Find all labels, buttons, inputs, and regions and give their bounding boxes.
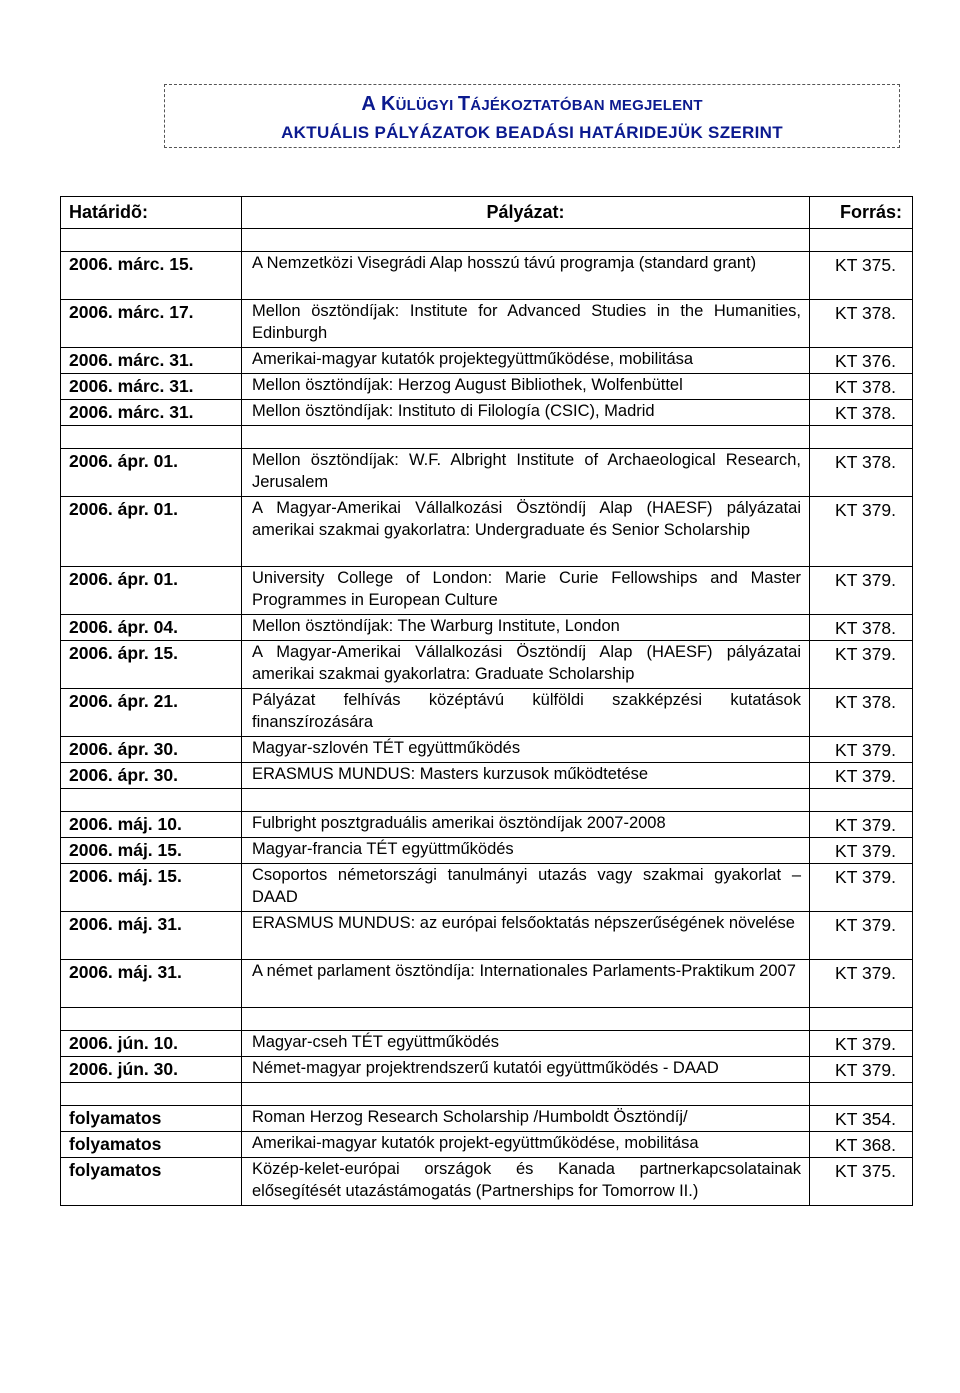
- title-line-1: A KÜLÜGYI TÁJÉKOZTATÓBAN MEGJELENT: [361, 93, 703, 115]
- table-row: [61, 1106, 913, 1132]
- table-row: [61, 252, 913, 300]
- row-date: 2006. jún. 30.: [61, 1057, 242, 1083]
- row-call: A Nemzetközi Visegrádi Alap hosszú távú programja (standard grant): [242, 252, 810, 300]
- row-date: 2006. máj. 31.: [61, 912, 242, 960]
- spacer-row: [61, 789, 913, 812]
- spacer-row: [61, 1083, 913, 1106]
- row-call: Mellon ösztöndíjak: Instituto di Filología (CSIC), Madrid: [242, 400, 810, 426]
- row-date: 2006. máj. 15.: [61, 838, 242, 864]
- row-call: A Magyar-Amerikai Vállalkozási Ösztöndíj Alap (HAESF) pályázatai amerikai szakmai gyakorlatra: Graduate Scholarship: [242, 641, 810, 689]
- table-header: [61, 197, 913, 229]
- row-call: Magyar-francia TÉT együttműködés: [242, 838, 810, 864]
- row-date: 2006. márc. 31.: [61, 348, 242, 374]
- row-source: KT 379.: [810, 737, 913, 763]
- table-row: [61, 1132, 913, 1158]
- title-line-2: AKTUÁLIS PÁLYÁZATOK BEADÁSI HATÁRIDEJÜK SZERINT: [281, 123, 783, 142]
- table-row: [61, 864, 913, 912]
- row-source: KT 375.: [810, 252, 913, 300]
- row-call: Amerikai-magyar kutatók projekt-együttműködése, mobilitása: [242, 1132, 810, 1158]
- table-row: [61, 300, 913, 348]
- table-row: [61, 567, 913, 615]
- table-row: [61, 1031, 913, 1057]
- row-call: Mellon ösztöndíjak: Institute for Advanced Studies in the Humanities, Edinburgh: [242, 300, 810, 348]
- row-call: Mellon ösztöndíjak: Herzog August Bibliothek, Wolfenbüttel: [242, 374, 810, 400]
- row-date: 2006. ápr. 01.: [61, 567, 242, 615]
- table-row: [61, 449, 913, 497]
- row-date: 2006. ápr. 30.: [61, 737, 242, 763]
- title-box: [164, 84, 900, 148]
- row-call: Roman Herzog Research Scholarship /Humboldt Ösztöndíj/: [242, 1106, 810, 1132]
- row-call: A német parlament ösztöndíja: Internationales Parlaments-Praktikum 2007: [242, 960, 810, 1008]
- row-source: KT 379.: [810, 641, 913, 689]
- row-call: Közép-kelet-európai országok és Kanada partnerkapcsolatainak elősegítését utazástámogatás (Partnerships for Tomorrow II.): [242, 1158, 810, 1206]
- row-source: KT 379.: [810, 497, 913, 567]
- row-source: KT 378.: [810, 300, 913, 348]
- table-row: [61, 838, 913, 864]
- table-row: [61, 1057, 913, 1083]
- row-date: 2006. ápr. 01.: [61, 449, 242, 497]
- row-call: Amerikai-magyar kutatók projektegyüttműködése, mobilitása: [242, 348, 810, 374]
- row-call: Német-magyar projektrendszerű kutatói együttműködés - DAAD: [242, 1057, 810, 1083]
- row-date: folyamatos: [61, 1158, 242, 1206]
- table-row: [61, 374, 913, 400]
- row-source: KT 354.: [810, 1106, 913, 1132]
- row-date: 2006. márc. 31.: [61, 374, 242, 400]
- row-source: KT 378.: [810, 615, 913, 641]
- table-row: [61, 1158, 913, 1206]
- table-row: [61, 763, 913, 789]
- table-row: [61, 348, 913, 374]
- row-date: 2006. ápr. 21.: [61, 689, 242, 737]
- row-date: 2006. ápr. 30.: [61, 763, 242, 789]
- row-date: 2006. máj. 10.: [61, 812, 242, 838]
- row-date: folyamatos: [61, 1132, 242, 1158]
- row-call: Fulbright posztgraduális amerikai ösztöndíjak 2007-2008: [242, 812, 810, 838]
- row-date: 2006. ápr. 01.: [61, 497, 242, 567]
- row-source: KT 378.: [810, 400, 913, 426]
- row-source: KT 378.: [810, 689, 913, 737]
- table-row: [61, 615, 913, 641]
- row-source: KT 379.: [810, 812, 913, 838]
- row-source: KT 379.: [810, 1057, 913, 1083]
- row-date: 2006. ápr. 15.: [61, 641, 242, 689]
- row-date: 2006. márc. 17.: [61, 300, 242, 348]
- row-call: Pályázat felhívás középtávú külföldi szakképzési kutatások finanszírozására: [242, 689, 810, 737]
- row-source: KT 376.: [810, 348, 913, 374]
- row-date: folyamatos: [61, 1106, 242, 1132]
- spacer-row: [61, 1008, 913, 1031]
- row-source: KT 378.: [810, 374, 913, 400]
- row-call: Magyar-cseh TÉT együttműködés: [242, 1031, 810, 1057]
- row-source: KT 379.: [810, 567, 913, 615]
- table-row: [61, 497, 913, 567]
- table-row: [61, 960, 913, 1008]
- row-source: KT 379.: [810, 912, 913, 960]
- row-source: KT 379.: [810, 960, 913, 1008]
- row-date: 2006. máj. 31.: [61, 960, 242, 1008]
- table-row: [61, 689, 913, 737]
- header-deadline: Határidõ:: [61, 197, 242, 229]
- row-call: A Magyar-Amerikai Vállalkozási Ösztöndíj Alap (HAESF) pályázatai amerikai szakmai gyakorlatra: Undergraduate és Senior Scholarship: [242, 497, 810, 567]
- header-source: Forrás:: [810, 197, 913, 229]
- table-row: [61, 812, 913, 838]
- header-call: Pályázat:: [242, 197, 810, 229]
- row-date: 2006. máj. 15.: [61, 864, 242, 912]
- table-row: [61, 737, 913, 763]
- table-row: [61, 912, 913, 960]
- row-source: KT 378.: [810, 449, 913, 497]
- row-call: ERASMUS MUNDUS: az európai felsőoktatás népszerűségének növelése: [242, 912, 810, 960]
- row-date: 2006. jún. 10.: [61, 1031, 242, 1057]
- row-call: Mellon ösztöndíjak: W.F. Albright Institute of Archaeological Research, Jerusalem: [242, 449, 810, 497]
- row-source: KT 375.: [810, 1158, 913, 1206]
- row-call: Mellon ösztöndíjak: The Warburg Institute, London: [242, 615, 810, 641]
- deadline-table: [60, 196, 913, 1206]
- row-source: KT 379.: [810, 763, 913, 789]
- row-call: Csoportos németországi tanulmányi utazás vagy szakmai gyakorlat – DAAD: [242, 864, 810, 912]
- row-date: 2006. ápr. 04.: [61, 615, 242, 641]
- row-source: KT 379.: [810, 1031, 913, 1057]
- row-source: KT 379.: [810, 838, 913, 864]
- row-source: KT 368.: [810, 1132, 913, 1158]
- row-source: KT 379.: [810, 864, 913, 912]
- row-date: 2006. márc. 31.: [61, 400, 242, 426]
- row-call: ERASMUS MUNDUS: Masters kurzusok működtetése: [242, 763, 810, 789]
- row-call: Magyar-szlovén TÉT együttműködés: [242, 737, 810, 763]
- table-row: [61, 641, 913, 689]
- spacer-row: [61, 426, 913, 449]
- spacer-row: [61, 229, 913, 252]
- row-call: University College of London: Marie Curie Fellowships and Master Programmes in European Culture: [242, 567, 810, 615]
- table-row: [61, 400, 913, 426]
- row-date: 2006. márc. 15.: [61, 252, 242, 300]
